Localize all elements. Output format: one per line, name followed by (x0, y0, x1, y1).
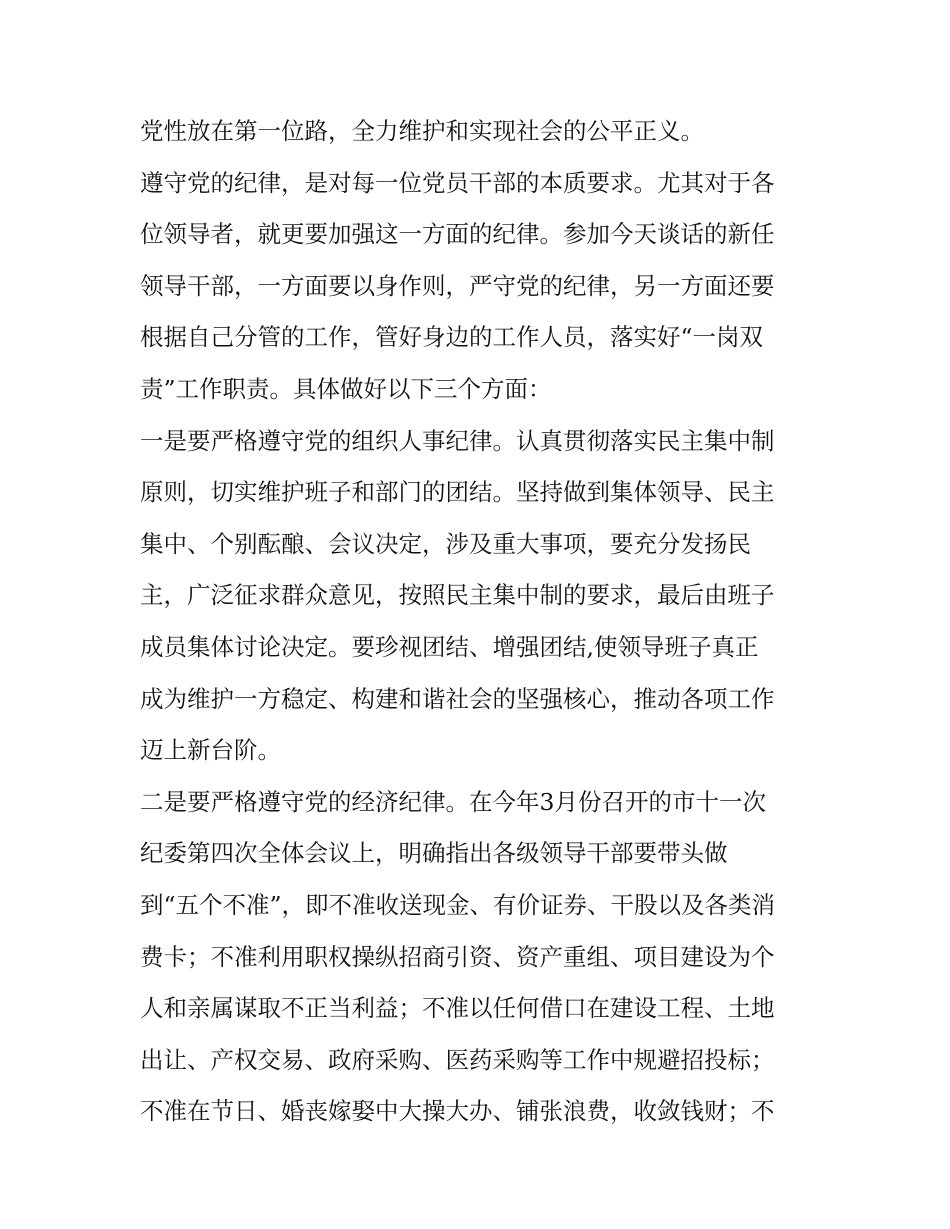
text-line: 不准在节日、婚丧嫁娶中大操大办、铺张浪费，收敛钱财；不 (140, 1097, 775, 1126)
text-line: 原则，切实维护班子和部门的团结。坚持做到集体领导、民主 (140, 478, 775, 507)
text-line: 党性放在第一位路，全力维护和实现社会的公平正义。 (140, 117, 704, 145)
document-body (140, 106, 820, 1138)
text-line: 纪委第四次全体会议上，明确指出各级领导干部要带头做 (140, 839, 728, 868)
text-line: 成员集体讨论决定。要珍视团结、增强团结,使领导班子真正 (140, 632, 759, 661)
text-line: 人和亲属谋取不正当利益；不准以任何借口在建设工程、土地 (140, 994, 775, 1023)
text-line: 领导干部，一方面要以身作则，严守党的纪律，另一方面还要 (140, 271, 775, 300)
text-line: 费卡；不准利用职权操纵招商引资、资产重组、项目建设为个 (140, 942, 775, 971)
text-line: 到“五个不准”，即不准收送现金、有价证券、干股以及各类消 (140, 890, 776, 919)
text-line: 根据自己分管的工作，管好身边的工作人员，落实好“一岗双 (140, 323, 764, 352)
text-line: 迈上新台阶。 (140, 736, 281, 765)
text-line: 主，广泛征求群众意见，按照民主集中制的要求，最后由班子 (140, 581, 775, 610)
text-line: 遵守党的纪律，是对每一位党员干部的本质要求。尤其对于各 (140, 168, 775, 197)
text-line: 集中、个别酝酿、会议决定，涉及重大事项，要充分发扬民 (140, 529, 751, 558)
text-line: 成为维护一方稳定、构建和谐社会的坚强核心，推动各项工作 (140, 684, 775, 713)
text-line: 一是要严格遵守党的组织人事纪律。认真贯彻落实民主集中制 (140, 426, 775, 455)
text-line: 位领导者，就更要加强这一方面的纪律。参加今天谈话的新任 (140, 220, 775, 249)
text-line: 出让、产权交易、政府采购、医药采购等工作中规避招投标； (140, 1045, 775, 1074)
text-line: 责”工作职责。具体做好以下三个方面： (140, 374, 552, 403)
text-line: 二是要严格遵守党的经济纪律。在今年3月份召开的市十一次 (140, 787, 766, 816)
